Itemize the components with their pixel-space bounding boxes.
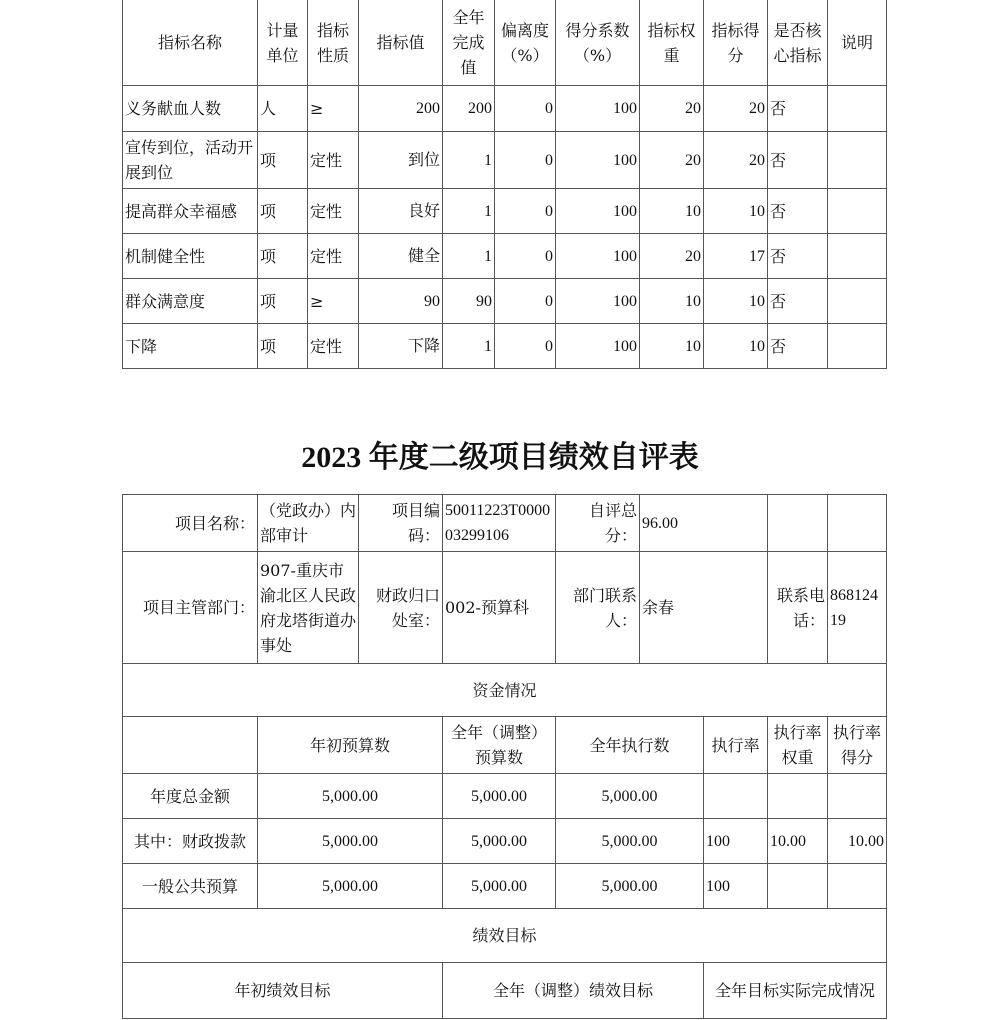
table-cell: 定性 [308, 324, 359, 369]
table-cell: 宣传到位，活动开展到位 [123, 132, 258, 189]
table-cell: 定性 [308, 132, 359, 189]
col-adjusted-goal: 全年（调整）绩效目标 [443, 963, 704, 1019]
fund-weight-cell: 10.00 [768, 819, 828, 864]
fund-row [123, 819, 887, 864]
col-indicator-name: 指标名称 [123, 0, 258, 86]
table-cell: 1 [443, 324, 495, 369]
self-score-label: 自评总分： [556, 495, 640, 552]
table-cell: 项 [258, 189, 308, 234]
empty-cell [828, 495, 887, 552]
table-cell [828, 279, 887, 324]
fund-adjusted-cell: 5,000.00 [443, 774, 556, 819]
phone-value: 86812419 [828, 552, 887, 664]
table-cell: 下降 [123, 324, 258, 369]
fund-row [123, 774, 887, 819]
fund-executed-cell: 5,000.00 [556, 819, 704, 864]
project-name-value: （党政办）内部审计 [258, 495, 359, 552]
col-deviation: 偏离度（%） [495, 0, 556, 86]
table-cell: 提高群众幸福感 [123, 189, 258, 234]
table-cell: 良好 [359, 189, 443, 234]
col-unit: 计量单位 [258, 0, 308, 86]
table-cell: 90 [443, 279, 495, 324]
table-cell [828, 324, 887, 369]
table-cell: 100 [556, 234, 640, 279]
empty-cell [768, 495, 828, 552]
fund-rate-cell: 100 [704, 819, 768, 864]
table-cell: 100 [556, 279, 640, 324]
table-cell: 否 [768, 279, 828, 324]
col-weight: 指标权重 [640, 0, 704, 86]
table-row [123, 86, 887, 132]
table-cell: 0 [495, 132, 556, 189]
fund-executed-cell: 5,000.00 [556, 864, 704, 909]
fund-label-cell: 年度总金额 [123, 774, 258, 819]
dept-label: 项目主管部门： [123, 552, 258, 664]
page-title: 2023 年度二级项目绩效自评表 [301, 441, 699, 474]
fund-weight-cell [768, 774, 828, 819]
table-cell: 100 [556, 189, 640, 234]
col-core: 是否核心指标 [768, 0, 828, 86]
col-execution-rate: 执行率 [704, 717, 768, 774]
table-cell: 人 [258, 86, 308, 132]
table-cell: 群众满意度 [123, 279, 258, 324]
self-score-value: 96.00 [640, 495, 768, 552]
table-cell: 1 [443, 234, 495, 279]
table-cell: 否 [768, 132, 828, 189]
table-row [123, 324, 887, 369]
table-row [123, 132, 887, 189]
table-cell: 1 [443, 189, 495, 234]
project-info-row [123, 495, 887, 552]
col-completed-value: 全年完成值 [443, 0, 495, 86]
table-cell: 0 [495, 279, 556, 324]
table-row [123, 234, 887, 279]
table-cell: 否 [768, 86, 828, 132]
empty-cell [123, 717, 258, 774]
table-row [123, 189, 887, 234]
col-rate-weight: 执行率权重 [768, 717, 828, 774]
fund-score-cell [828, 774, 887, 819]
department-row [123, 552, 887, 664]
table-cell: 200 [359, 86, 443, 132]
table-cell: 20 [640, 132, 704, 189]
fund-adjusted-cell: 5,000.00 [443, 819, 556, 864]
goal-header-row [123, 963, 887, 1019]
fund-initial-cell: 5,000.00 [258, 774, 443, 819]
table-cell [828, 132, 887, 189]
table-cell [828, 189, 887, 234]
contact-label: 部门联系人： [556, 552, 640, 664]
col-initial-budget: 年初预算数 [258, 717, 443, 774]
table-cell: 1 [443, 132, 495, 189]
table-cell: 下降 [359, 324, 443, 369]
col-initial-goal: 年初绩效目标 [123, 963, 443, 1019]
table-cell: 否 [768, 324, 828, 369]
fund-row [123, 864, 887, 909]
fund-initial-cell: 5,000.00 [258, 819, 443, 864]
fund-score-cell [828, 864, 887, 909]
fund-rate-cell: 100 [704, 864, 768, 909]
table-cell: 100 [556, 324, 640, 369]
fund-header-row [123, 717, 887, 774]
table-cell: 项 [258, 234, 308, 279]
table-cell: 10 [640, 324, 704, 369]
fund-label-cell: 一般公共预算 [123, 864, 258, 909]
table-cell: 0 [495, 234, 556, 279]
table-cell: 项 [258, 324, 308, 369]
fund-adjusted-cell: 5,000.00 [443, 864, 556, 909]
fund-section-title: 资金情况 [123, 664, 887, 717]
table-cell: 定性 [308, 189, 359, 234]
table-cell: 100 [556, 86, 640, 132]
col-adjusted-budget: 全年（调整）预算数 [443, 717, 556, 774]
table-cell: 20 [704, 132, 768, 189]
col-actual-completion: 全年目标实际完成情况 [704, 963, 887, 1019]
col-score: 指标得分 [704, 0, 768, 86]
fund-executed-cell: 5,000.00 [556, 774, 704, 819]
fund-initial-cell: 5,000.00 [258, 864, 443, 909]
self-evaluation-table [122, 494, 887, 1019]
fund-section-row [123, 664, 887, 717]
table-cell [828, 234, 887, 279]
dept-value: 907-重庆市渝北区人民政府龙塔街道办事处 [258, 552, 359, 664]
table-cell: 90 [359, 279, 443, 324]
table-cell: 0 [495, 189, 556, 234]
table-cell: 机制健全性 [123, 234, 258, 279]
table-cell: 200 [443, 86, 495, 132]
table-cell: 20 [640, 86, 704, 132]
col-score-coefficient: 得分系数（%） [556, 0, 640, 86]
table-cell: 20 [640, 234, 704, 279]
table-cell: 项 [258, 279, 308, 324]
table-cell: 到位 [359, 132, 443, 189]
table-row [123, 279, 887, 324]
col-target-value: 指标值 [359, 0, 443, 86]
goal-section-title: 绩效目标 [123, 909, 887, 963]
fund-rate-cell [704, 774, 768, 819]
fund-label-cell: 其中：财政拨款 [123, 819, 258, 864]
finance-label: 财政归口处室： [359, 552, 443, 664]
table-cell: 17 [704, 234, 768, 279]
contact-value: 余春 [640, 552, 768, 664]
table-cell: 20 [704, 86, 768, 132]
goal-section-row [123, 909, 887, 963]
project-code-label: 项目编码： [359, 495, 443, 552]
table-cell: ≥ [308, 279, 359, 324]
table-cell: 10 [704, 189, 768, 234]
table-cell: 否 [768, 234, 828, 279]
project-code-value: 50011223T000003299106 [443, 495, 556, 552]
col-note: 说明 [828, 0, 887, 86]
table-cell: 健全 [359, 234, 443, 279]
fund-score-cell: 10.00 [828, 819, 887, 864]
table-cell [828, 86, 887, 132]
table-cell: 项 [258, 132, 308, 189]
table-cell: 否 [768, 189, 828, 234]
col-nature: 指标性质 [308, 0, 359, 86]
phone-label: 联系电话： [768, 552, 828, 664]
table-cell: 10 [704, 279, 768, 324]
col-executed: 全年执行数 [556, 717, 704, 774]
table-cell: 0 [495, 324, 556, 369]
table-cell: ≥ [308, 86, 359, 132]
project-name-label: 项目名称： [123, 495, 258, 552]
table-cell: 10 [704, 324, 768, 369]
indicator-header-row [123, 0, 887, 86]
table-cell: 10 [640, 189, 704, 234]
table-cell: 100 [556, 132, 640, 189]
table-cell: 义务献血人数 [123, 86, 258, 132]
col-rate-score: 执行率得分 [828, 717, 887, 774]
table-cell: 10 [640, 279, 704, 324]
indicator-table [122, 0, 887, 369]
table-cell: 定性 [308, 234, 359, 279]
table-cell: 0 [495, 86, 556, 132]
fund-weight-cell [768, 864, 828, 909]
finance-value: 002-预算科 [443, 552, 556, 664]
